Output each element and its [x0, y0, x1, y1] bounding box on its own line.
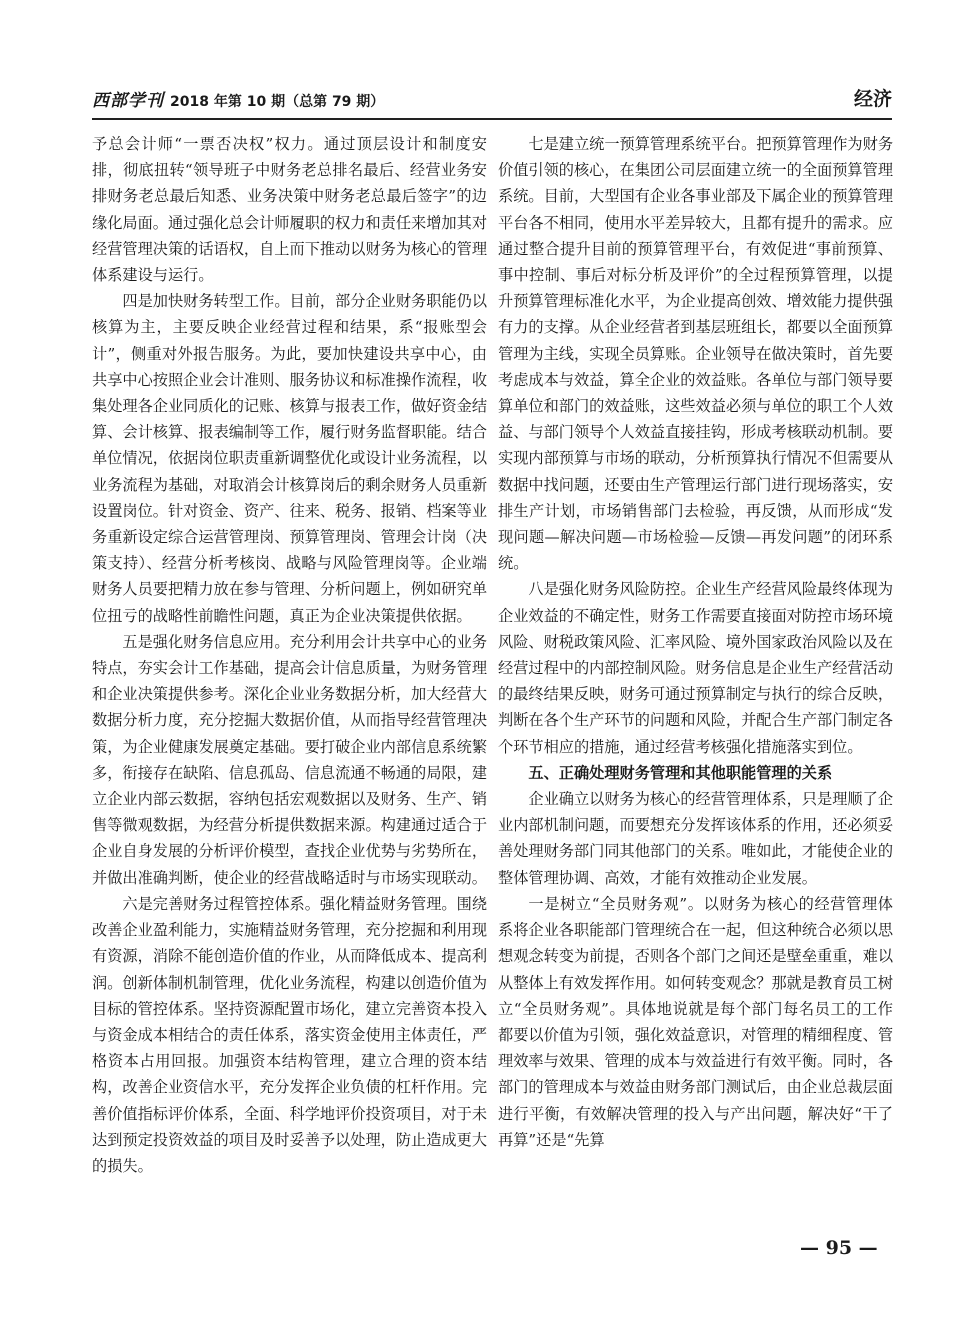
paragraph: 八是强化财务风险防控。企业生产经营风险最终体现为企业效益的不确定性，财务工作需要直接面对防控市场环境风险、财税政策风险、汇率风险、境外国家政治风险以及在经营过程中的内部控制风险。财务信息是企业生产经营活动的最终结果反映，财务可通过预算制定与执行的综合反映，判断在各个生产环节的问题和风险，并配合生产部门制定各个环节相应的措施，通过经营考核强化措施落实到位。	[498, 580, 893, 756]
paragraph: 五是强化财务信息应用。充分利用会计共享中心的业务特点，夯实会计工作基础，提高会计信息质量，为财务管理和企业决策提供参考。深化企业业务数据分析，加大经营大数据分析力度，充分挖掘大数据价值，从而指导经营管理决策，为企业健康发展奠定基础。要打破企业内部信息系统繁多，衔接存在缺陷、信息孤岛、信息流通不畅通的局限，建立企业内部云数据，容纳包括宏观数据以及财务、生产、销售等微观数据，为经营分析提供数据来源。构建通过适合于企业自身发展的分析评价模型，查找企业优势与劣势所在，并做出准确判断，使企业的经营战略适时与市场实现联动。	[92, 632, 487, 887]
section-label: 经济	[853, 88, 892, 110]
section-heading: 五、正确处理财务管理和其他职能管理的关系	[528, 763, 833, 782]
paragraph: 企业确立以财务为核心的经营管理体系，只是理顺了企业内部机制问题，而要想充分发挥该体系的作用，还必须妥善处理财务部门同其他部门的关系。唯如此，才能使企业的整体管理协调、高效，才能有效推动企业发展。	[498, 790, 893, 887]
journal-logo: 西部学刊	[92, 91, 164, 111]
left-column	[92, 131, 487, 1179]
issue-info: 2018 年第 10 期（总第 79 期）	[170, 94, 385, 110]
page-header	[92, 80, 892, 120]
page-number: — 95 —	[800, 1237, 878, 1259]
paragraph: 七是建立统一预算管理系统平台。把预算管理作为财务价值引领的核心，在集团公司层面建立统一的全面预算管理系统。目前，大型国有企业各事业部及下属企业的预算管理平台各不相同，使用水平差异较大，且都有提升的需求。应通过整合提升目前的预算管理平台，有效促进“事前预算、事中控制、事后对标分析及评价”的全过程预算管理，以提升预算管理标准化水平，为企业提高创效、增效能力提供强有力的支撑。从企业经营者到基层班组长，都要以全面预算管理为主线，实现全员算账。企业领导在做决策时，首先要考虑成本与效益，算全企业的效益账。各单位与部门领导要算单位和部门的效益账，这些效益必须与单位的职工个人效益、与部门领导个人效益直接挂钩，形成考核联动机制。要实现内部预算与市场的联动，分析预算执行情况不但需要从数据中找问题，还要由生产管理运行部门进行现场落实，安排生产计划，市场销售部门去检验，再反馈，从而形成“发现问题—解决问题—市场检验—反馈—再发问题”的闭环系统。	[498, 135, 893, 573]
paragraph: 四是加快财务转型工作。目前，部分企业财务职能仍以核算为主，主要反映企业经营过程和结果，系“报账型会计”，侧重对外报告服务。为此，要加快建设共享中心，由共享中心按照企业会计准则、服务协议和标准操作流程，收集处理各企业同质化的记账、核算与报表工作，做好资金结算、会计核算、报表编制等工作，履行财务监督职能。结合单位情况，依据岗位职责重新调整优化或设计业务流程，以业务流程为基础，对取消会计核算岗后的剩余财务人员重新设置岗位。针对资金、资产、往来、税务、报销、档案等业务重新设定综合运营管理岗、预算管理岗、管理会计岗（决策支持）、经营分析考核岗、战略与风险管理岗等。企业端财务人员要把精力放在参与管理、分析问题上，例如研究单位扭亏的战略性前瞻性问题，真正为企业决策提供依据。	[92, 292, 487, 625]
right-column	[498, 131, 893, 1153]
paragraph: 六是完善财务过程管控体系。强化精益财务管理。围绕改善企业盈利能力，实施精益财务管理，充分挖掘和利用现有资源，消除不能创造价值的作业，从而降低成本、提高利润。创新体制机制管理，优化业务流程，构建以创造价值为目标的管控体系。坚持资源配置市场化，建立完善资本投入与资金成本相结合的责任体系，落实资金使用主体责任，严格资本占用回报。加强资本结构管理，建立合理的资本结构，改善企业资信水平，充分发挥企业负债的杠杆作用。完善价值指标评价体系，全面、科学地评价投资项目，对于未达到预定投资效益的项目及时妥善予以处理，防止造成更大的损失。	[92, 894, 487, 1175]
header-left	[92, 86, 384, 111]
paragraph: 予总会计师“一票否决权”权力。通过顶层设计和制度安排，彻底扭转“领导班子中财务老总排名最后、经营业务安排财务老总最后知悉、业务决策中财务老总最后签字”的边缘化局面。通过强化总会计师履职的权力和责任来增加其对经营管理决策的话语权，自上而下推动以财务为核心的管理体系建设与运行。	[92, 135, 487, 285]
paragraph: 一是树立“全员财务观”。以财务为核心的经营管理体系将企业各职能部门管理统合在一起，但这种统合必须以思想观念转变为前提，否则各个部门之间还是壁垒重重，难以从整体上有效发挥作用。如何转变观念？那就是教育员工树立“全员财务观”。具体地说就是每个部门每名员工的工作都要以价值为引领，强化效益意识，对管理的精细程度、管理效率与效果、管理的成本与效益进行有效平衡。同时，各部门的管理成本与效益由财务部门测试后，由企业总裁层面进行平衡，有效解决管理的投入与产出问题，解决好“干了再算”还是“先算	[498, 894, 893, 1149]
